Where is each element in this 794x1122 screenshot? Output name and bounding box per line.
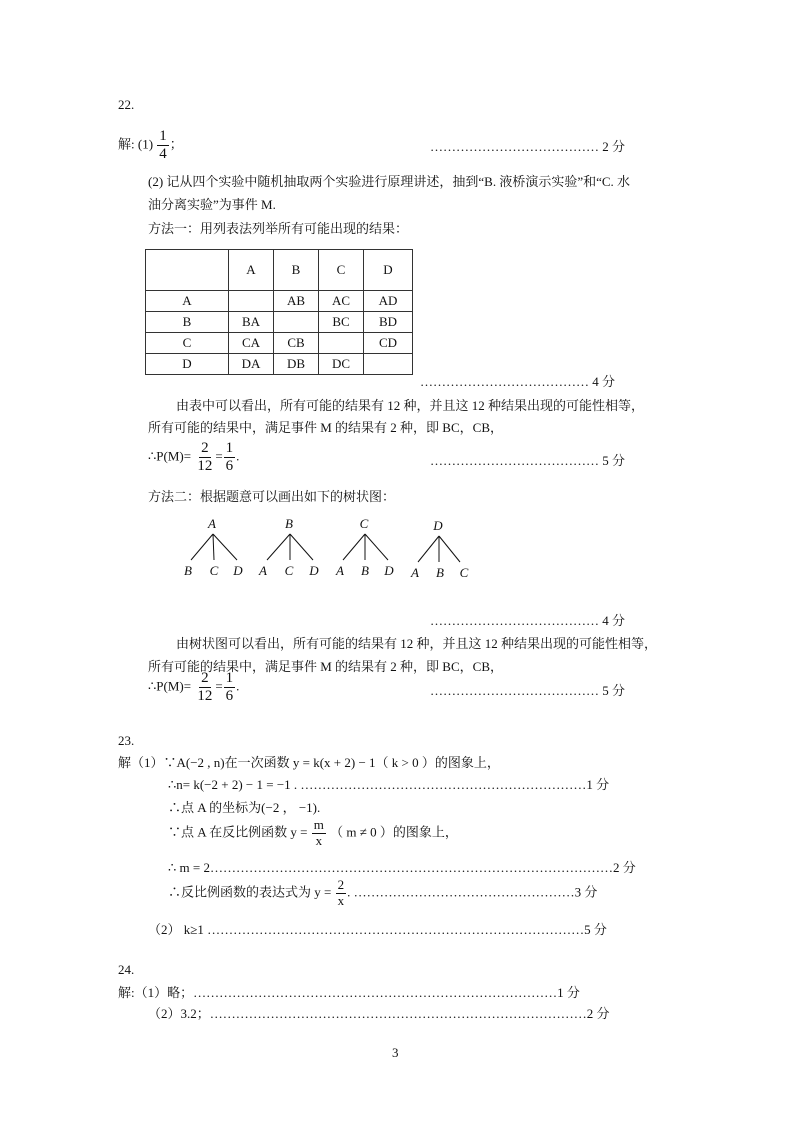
table-cell: D [364, 250, 413, 291]
table-cell: BD [364, 312, 413, 333]
dot-leader: ………………………………… [430, 683, 599, 698]
prob-prefix: ∴P(M)= [148, 448, 192, 464]
score-line-4b [430, 610, 625, 629]
punct: . [236, 678, 240, 694]
table-cell [364, 354, 413, 375]
dot-leader: ………………………………… [430, 139, 599, 154]
table-cell: C [319, 250, 364, 291]
table-cell: DB [274, 354, 319, 375]
equals-sign: = [215, 448, 223, 464]
tree-leaf: A [259, 563, 267, 578]
fraction-m-over-x [312, 818, 326, 849]
q23-line6-text: ∴反比例函数的表达式为 y = [168, 884, 332, 900]
frac-denominator: 6 [225, 458, 234, 475]
method-two-heading: 方法二：根据题意可以画出如下的树状图： [148, 489, 396, 504]
frac-denominator: 6 [225, 688, 234, 705]
q23-line6 [168, 878, 597, 909]
frac-denominator: 12 [197, 458, 213, 475]
table-row [146, 291, 413, 312]
table-row [146, 312, 413, 333]
fraction-1-6 [224, 670, 236, 706]
table-cell: CA [229, 333, 274, 354]
tree-leaf: D [233, 563, 243, 578]
tree-d [410, 518, 469, 580]
tree-diagram [175, 512, 485, 582]
tree-root: B [285, 516, 293, 531]
frac-numerator: 2 [337, 877, 345, 892]
frac-denominator: x [315, 832, 323, 848]
punct: . [236, 448, 240, 464]
tree-branch [418, 536, 439, 562]
score-label: 5 分 [602, 453, 626, 468]
table-cell: CD [364, 333, 413, 354]
fraction-2-12 [195, 670, 214, 706]
q23-line6-tail: . ……………………………………………3 分 [347, 884, 598, 900]
tree-branch [343, 534, 365, 560]
frac-numerator: m [313, 817, 324, 832]
q24-number: 24. [118, 962, 135, 977]
outcome-table [145, 249, 413, 375]
tree-branch [213, 534, 214, 560]
table-cell: B [274, 250, 319, 291]
q23-line4-tail: （ m ≠ 0 ）的图象上， [330, 824, 458, 840]
probability-formula-1 [148, 440, 239, 476]
dot-leader: ………………………………… [420, 374, 589, 389]
q24-line2: （2）3.2；……………………………………………………………………………2 分 [148, 1006, 610, 1021]
table-header-row [146, 250, 413, 291]
frac-numerator: 1 [224, 670, 236, 688]
table-cell: A [229, 250, 274, 291]
score-label: 4 分 [602, 613, 626, 628]
table-cell: BA [229, 312, 274, 333]
q22-part2-line2: 油分离实验”为事件 M. [148, 197, 276, 212]
q23-line7: （2） k≥1 ……………………………………………………………………………5 分 [148, 922, 607, 937]
tree-root: D [433, 518, 443, 533]
table-cell: A [146, 291, 229, 312]
q23-line5: ∴ m = 2…………………………………………………………………………………2 分 [168, 860, 636, 875]
page-number: 3 [392, 1045, 399, 1060]
tree-leaf: D [384, 563, 394, 578]
tree-leaf: B [184, 563, 192, 578]
table-row [146, 333, 413, 354]
q23-line3: ∴点 A 的坐标为(−2 ， −1). [168, 800, 321, 815]
tree-b [258, 516, 319, 578]
tree-leaf: C [459, 565, 469, 580]
tree-branch [267, 534, 290, 560]
tree-explanation-line1: 由树状图可以看出，所有可能的结果有 12 种，并且这 12 种结果出现的可能性相等， [176, 636, 658, 651]
tree-branch [191, 534, 213, 560]
q24-line1: 解:（1）略；…………………………………………………………………………1 分 [118, 985, 580, 1000]
table-cell: B [146, 312, 229, 333]
dot-leader: ………………………………… [430, 453, 599, 468]
tree-root: A [208, 516, 216, 531]
table-cell: AB [274, 291, 319, 312]
q22-part1 [118, 128, 183, 164]
probability-formula-2 [148, 670, 239, 706]
tree-root: C [359, 516, 369, 531]
fraction-one-quarter [157, 128, 169, 164]
table-explanation-line2: 所有可能的结果中，满足事件 M 的结果有 2 种，即 BC，CB， [148, 420, 503, 435]
dot-leader: ………………………………… [430, 613, 599, 628]
frac-denominator: x [337, 892, 345, 908]
table-cell [146, 250, 229, 291]
tree-leaf: A [336, 563, 344, 578]
q22-number: 22. [118, 97, 135, 112]
tree-leaf: A [411, 565, 419, 580]
table-row [146, 354, 413, 375]
tree-c [335, 516, 394, 578]
q23-line4 [168, 818, 458, 849]
score-label: 5 分 [602, 683, 626, 698]
tree-leaf: D [309, 563, 319, 578]
score-line-4a [420, 371, 615, 390]
frac-denominator: 12 [197, 688, 213, 705]
prob-prefix: ∴P(M)= [148, 678, 192, 694]
tree-a [184, 516, 243, 578]
frac-numerator: 2 [199, 670, 211, 688]
table-cell: CB [274, 333, 319, 354]
punct: ； [169, 136, 183, 152]
frac-numerator: 2 [199, 440, 211, 458]
tree-leaf: C [209, 563, 219, 578]
score-line-5b [430, 680, 625, 699]
table-cell: AC [319, 291, 364, 312]
q23-line4-text: ∵点 A 在反比例函数 y = [168, 824, 308, 840]
q22-part2-line1: (2) 记从四个实验中随机抽取两个实验进行原理讲述，抽到“B. 液桥演示实验”和“C. 水 [148, 174, 631, 189]
fraction-2-12 [195, 440, 214, 476]
score-label: 2 分 [602, 139, 626, 154]
tree-leaf: B [361, 563, 369, 578]
q22-solution-label: 解: (1) [118, 136, 154, 152]
tree-branch [439, 536, 460, 562]
frac-numerator: 1 [224, 440, 236, 458]
q23-line1: 解（1）∵A(−2 , n)在一次函数 y = k(x + 2) − 1（ k > 0 ）的图象上， [118, 755, 500, 770]
fraction-2-over-x [336, 878, 347, 909]
q23-line2: ∴n= k(−2 + 2) − 1 = −1 . …………………………………………………………1 分 [168, 777, 610, 792]
table-cell: D [146, 354, 229, 375]
table-explanation-line1: 由表中可以看出，所有可能的结果有 12 种，并且这 12 种结果出现的可能性相等， [176, 398, 645, 413]
table-cell: DC [319, 354, 364, 375]
tree-leaf: B [436, 565, 444, 580]
q23-number: 23. [118, 733, 135, 748]
method-one-heading: 方法一：用列表法列举所有可能出现的结果： [148, 221, 409, 236]
tree-leaf: C [284, 563, 294, 578]
tree-branch [213, 534, 237, 560]
score-line-5a [430, 450, 625, 469]
table-cell [319, 333, 364, 354]
equals-sign: = [215, 678, 223, 694]
frac-numerator: 1 [157, 128, 169, 146]
tree-branch [365, 534, 388, 560]
table-cell [274, 312, 319, 333]
frac-denominator: 4 [159, 146, 167, 163]
score-line-2 [430, 136, 625, 155]
tree-branch [290, 534, 313, 560]
score-label: 4 分 [592, 374, 616, 389]
table-cell [229, 291, 274, 312]
table-cell: C [146, 333, 229, 354]
table-cell: BC [319, 312, 364, 333]
table-cell: DA [229, 354, 274, 375]
tree-explanation-line2: 所有可能的结果中，满足事件 M 的结果有 2 种，即 BC，CB， [148, 659, 503, 674]
table-cell: AD [364, 291, 413, 312]
fraction-1-6 [224, 440, 236, 476]
